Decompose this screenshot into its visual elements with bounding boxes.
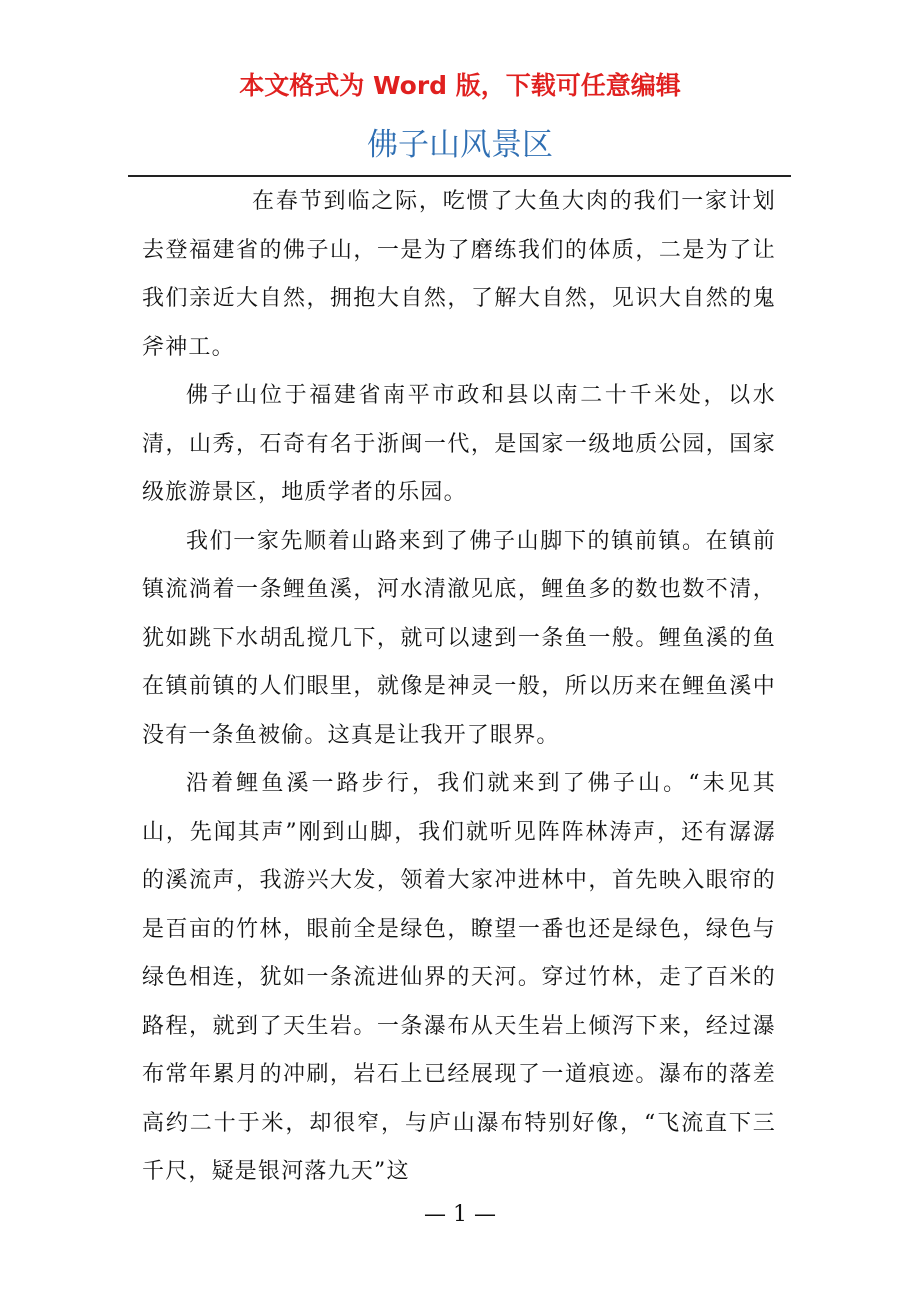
document-body <box>142 178 776 1197</box>
paragraph-1: 在春节到临之际，吃惯了大鱼大肉的我们一家计划去登福建省的佛子山，一是为了磨练我们的体质，二是为了让我们亲近大自然，拥抱大自然，了解大自然，见识大自然的鬼斧神工。 <box>142 189 776 360</box>
page-number: — 1 — <box>424 1202 496 1227</box>
paragraph-4: 沿着鲤鱼溪一路步行，我们就来到了佛子山。“未见其山，先闻其声”刚到山脚，我们就听见阵阵林涛声，还有潺潺的溪流声，我游兴大发，领着大家冲进林中，首先映入眼帘的是百亩的竹林，眼前全是绿色，瞭望一番也还是绿色，绿色与绿色相连，犹如一条流进仙界的天河。穿过竹林，走了百米的路程，就到了天生岩。一条瀑布从天生岩上倾泻下来，经过瀑布常年累月的冲刷，岩石上已经展现了一道痕迹。瀑布的落差高约二十于米，却很窄，与庐山瀑布特别好像，“飞流直下三千尺，疑是银河落九天”这 <box>142 771 776 1184</box>
title-divider <box>128 175 791 177</box>
paragraph-2: 佛子山位于福建省南平市政和县以南二十千米处，以水清，山秀，石奇有名于浙闽一代，是国家一级地质公园，国家级旅游景区，地质学者的乐园。 <box>142 383 776 505</box>
paragraph-3: 我们一家先顺着山路来到了佛子山脚下的镇前镇。在镇前镇流淌着一条鲤鱼溪，河水清澈见底，鲤鱼多的数也数不清，犹如跳下水胡乱搅几下，就可以逮到一条鱼一般。鲤鱼溪的鱼在镇前镇的人们眼里，就像是神灵一般，所以历来在鲤鱼溪中没有一条鱼被偷。这真是让我开了眼界。 <box>142 528 776 748</box>
document-title: 佛子山风景区 <box>367 127 553 163</box>
format-banner: 本文格式为 Word 版，下载可任意编辑 <box>239 71 681 100</box>
